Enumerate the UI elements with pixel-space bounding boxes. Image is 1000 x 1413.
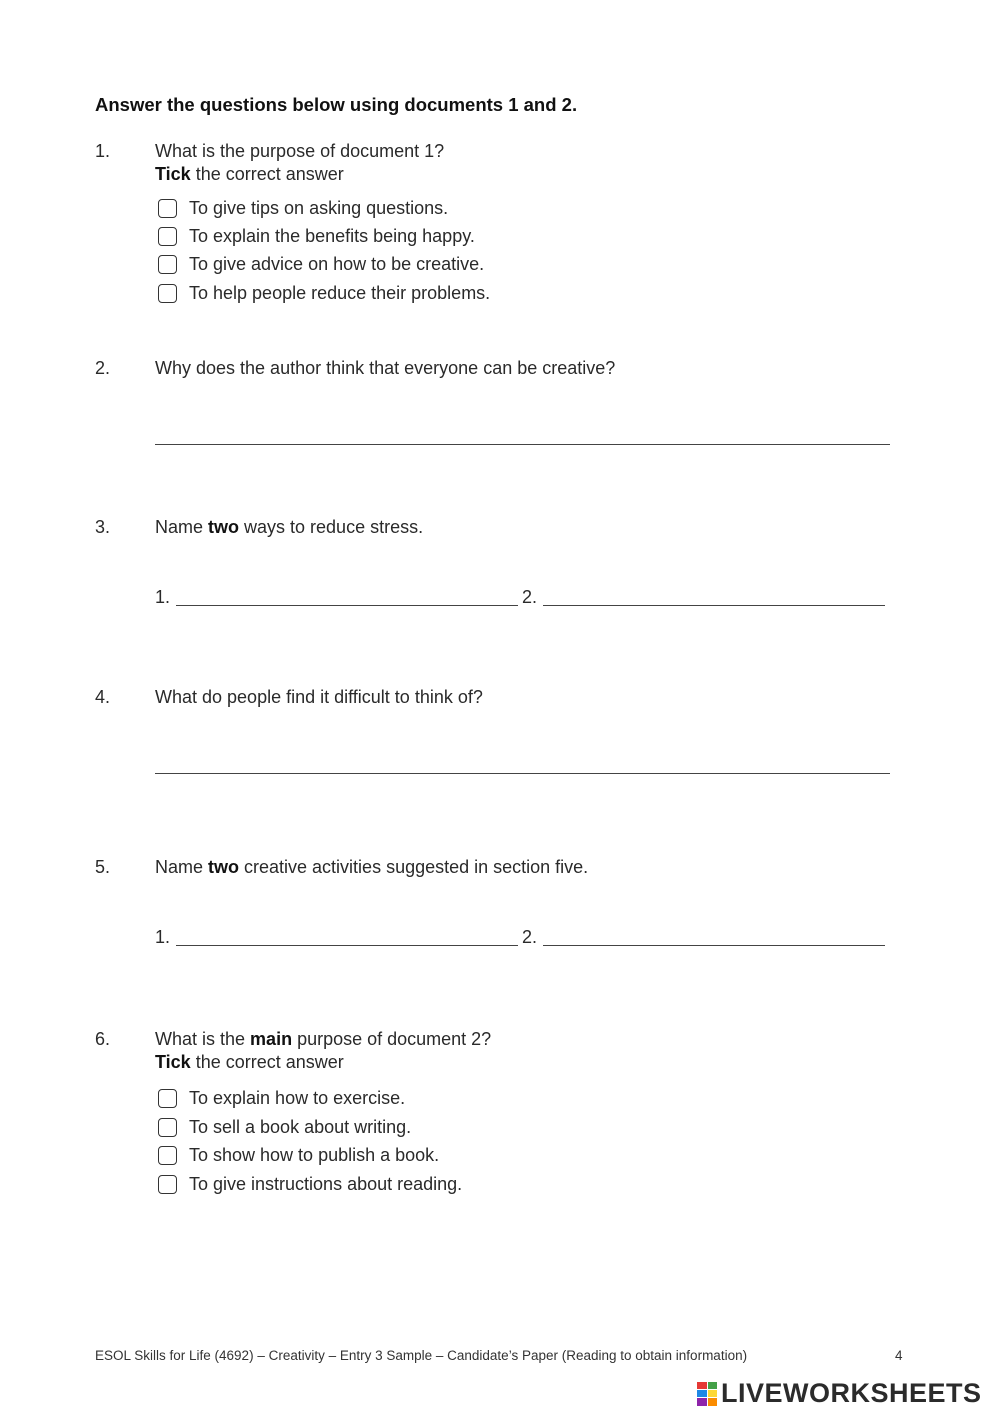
logo-block [708, 1398, 718, 1405]
checkbox[interactable] [158, 255, 177, 274]
answer-label: 2. [522, 587, 538, 607]
text-part: What is the [155, 1029, 251, 1049]
text-part: Name [155, 517, 209, 537]
option[interactable] [158, 281, 490, 305]
page-number: 4 [895, 1348, 903, 1363]
checkbox[interactable] [158, 1175, 177, 1194]
answer-line[interactable] [543, 605, 885, 606]
question-number: 1. [95, 141, 111, 161]
tick-bold: Tick [155, 164, 191, 184]
option-label: To help people reduce their problems. [189, 282, 491, 303]
option-label: To give advice on how to be creative. [189, 253, 485, 274]
answer-line[interactable] [176, 605, 518, 606]
question-number: 4. [95, 687, 111, 707]
question-text [155, 517, 423, 538]
question-text: What do people find it difficult to think of? [155, 687, 483, 707]
liveworksheets-logo [697, 1378, 982, 1409]
option-label: To sell a book about writing. [189, 1116, 412, 1137]
bold-word: two [208, 857, 240, 877]
tick-rest: the correct answer [190, 164, 344, 184]
option-label: To give tips on asking questions. [189, 197, 449, 218]
logo-block [708, 1390, 718, 1397]
logo-text: LIVEWORKSHEETS [721, 1378, 982, 1408]
footer-text: ESOL Skills for Life (4692) – Creativity – Entry 3 Sample – Candidate’s Paper (Reading to obtain information) [95, 1348, 748, 1363]
text-part: purpose of document 2? [292, 1029, 492, 1049]
logo-block [697, 1382, 707, 1389]
answer-line[interactable] [155, 444, 890, 445]
instruction-heading: Answer the questions below using documents 1 and 2. [95, 94, 578, 115]
option-label: To explain the benefits being happy. [189, 225, 475, 246]
checkbox[interactable] [158, 199, 177, 218]
question-number: 6. [95, 1029, 111, 1049]
tick-instruction [155, 1052, 344, 1073]
logo-block [697, 1398, 707, 1405]
answer-label: 2. [522, 927, 538, 947]
question-text: Why does the author think that everyone can be creative? [155, 358, 616, 378]
question-text: What is the purpose of document 1? [155, 141, 445, 161]
text-part: creative activities suggested in section five. [239, 857, 589, 877]
text-part: Name [155, 857, 209, 877]
tick-rest: the correct answer [190, 1052, 344, 1072]
tick-bold: Tick [155, 1052, 191, 1072]
option-label: To show how to publish a book. [189, 1144, 440, 1165]
option[interactable] [158, 1143, 439, 1167]
logo-block [708, 1382, 718, 1389]
bold-word: two [208, 517, 240, 537]
checkbox[interactable] [158, 1118, 177, 1137]
checkbox[interactable] [158, 1089, 177, 1108]
tick-instruction [155, 164, 344, 185]
text-part: ways to reduce stress. [239, 517, 424, 537]
checkbox[interactable] [158, 1146, 177, 1165]
logo-block [697, 1390, 707, 1397]
option[interactable] [158, 196, 448, 220]
option[interactable] [158, 1115, 411, 1139]
logo-icon [697, 1382, 717, 1406]
answer-line[interactable] [155, 773, 890, 774]
option[interactable] [158, 1086, 405, 1110]
option[interactable] [158, 252, 484, 276]
option-label: To explain how to exercise. [189, 1087, 406, 1108]
checkbox[interactable] [158, 284, 177, 303]
question-number: 2. [95, 358, 111, 378]
answer-label: 1. [155, 587, 171, 607]
question-text [155, 1029, 491, 1050]
option[interactable] [158, 1172, 462, 1196]
checkbox[interactable] [158, 227, 177, 246]
question-text [155, 857, 588, 878]
answer-label: 1. [155, 927, 171, 947]
answer-line[interactable] [543, 945, 885, 946]
question-number: 3. [95, 517, 111, 537]
bold-word: main [250, 1029, 293, 1049]
option-label: To give instructions about reading. [189, 1173, 463, 1194]
answer-line[interactable] [176, 945, 518, 946]
question-number: 5. [95, 857, 111, 877]
option[interactable] [158, 224, 475, 248]
